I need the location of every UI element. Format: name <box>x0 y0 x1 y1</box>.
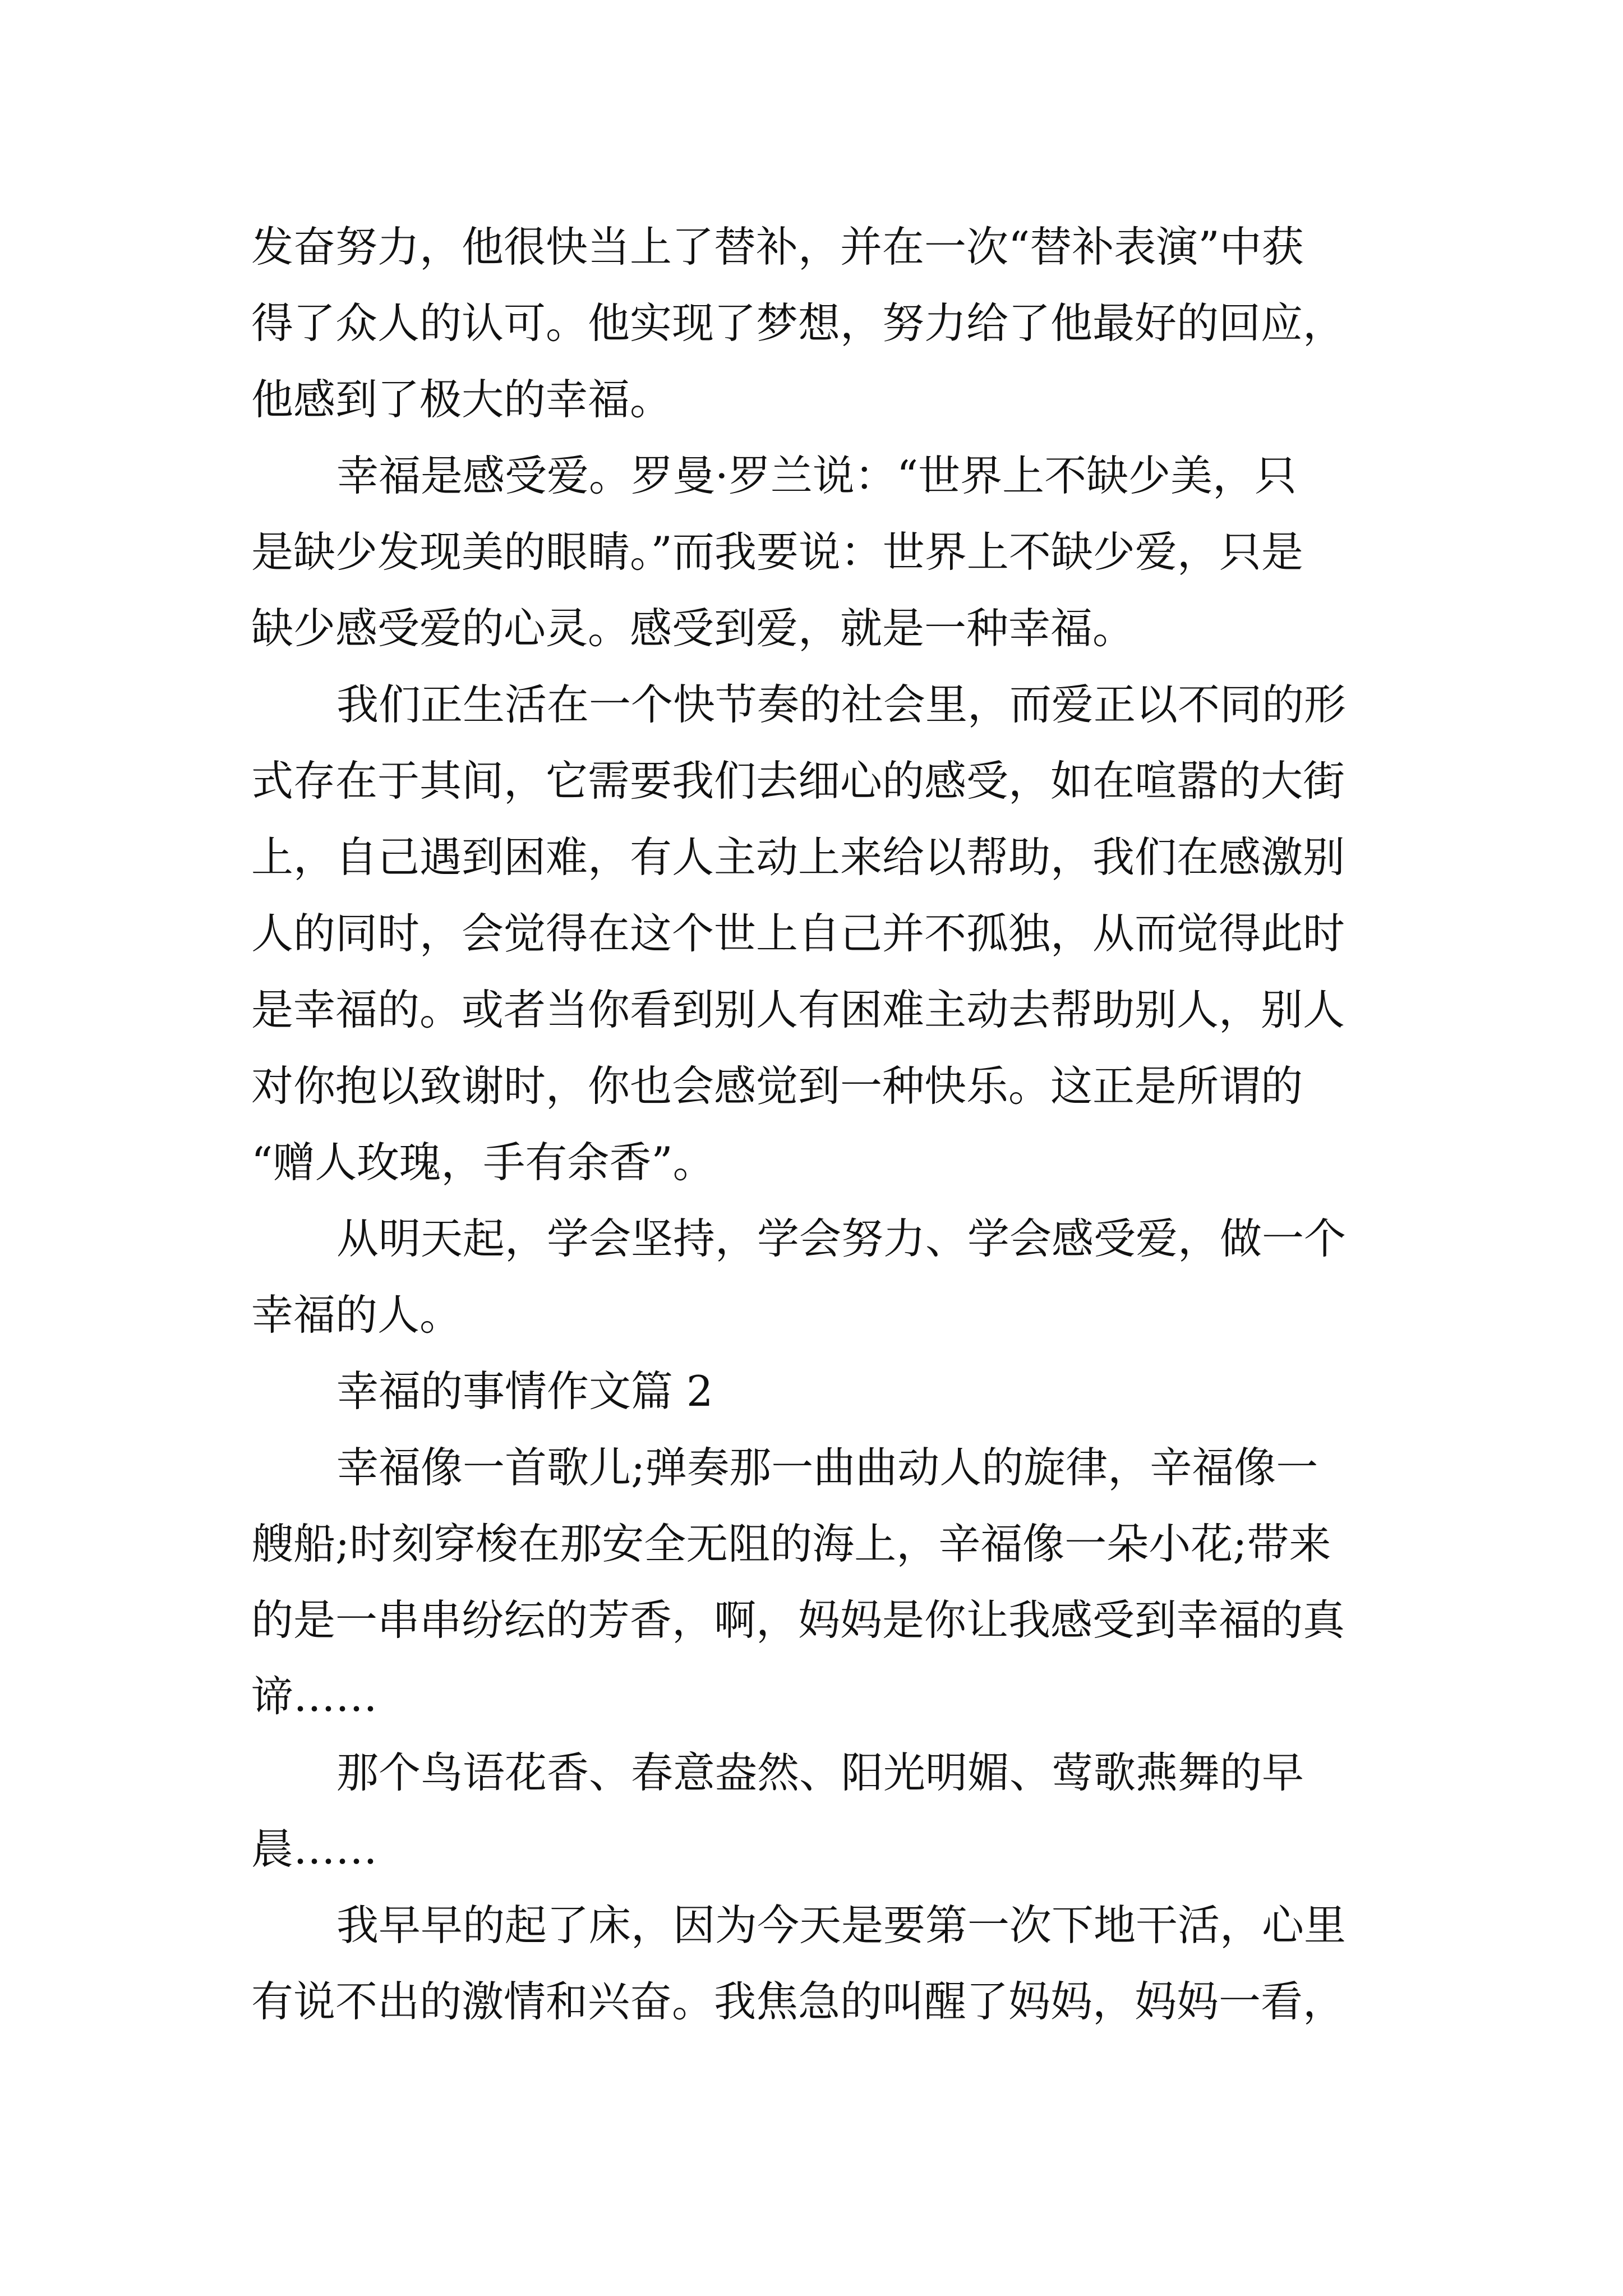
text-line: 我们正生活在一个快节奏的社会里，而爱正以不同的形 <box>336 680 1347 729</box>
paragraph <box>251 666 1378 1200</box>
paragraph <box>251 438 1378 666</box>
paragraph <box>251 1734 1378 1887</box>
text-line: 对你抱以致谢时，你也会感觉到一种快乐。这正是所谓的 <box>251 1061 1303 1111</box>
text-line: 人的同时，会觉得在这个世上自己并不孤独，从而觉得此时 <box>251 909 1345 958</box>
text-line: 幸福像一首歌儿;弹奏那一曲曲动人的旋律，辛福像一 <box>336 1443 1318 1492</box>
text-line: 我早早的起了床，因为今天是要第一次下地干活，心里 <box>336 1901 1347 1950</box>
text-line: 谛…… <box>251 1672 378 1721</box>
text-line: 的是一串串纷纭的芳香，啊，妈妈是你让我感受到幸福的真 <box>251 1595 1345 1645</box>
text-line: 从明天起，学会坚持，学会努力、学会感受爱，做一个 <box>336 1214 1347 1263</box>
text-line: 晨…… <box>251 1824 378 1874</box>
text-line: 是缺少发现美的眼睛。”而我要说：世界上不缺少爱，只是 <box>251 527 1303 577</box>
document-body <box>251 209 1378 2040</box>
paragraph <box>251 209 1378 438</box>
text-line: 得了众人的认可。他实现了梦想，努力给了他最好的回应， <box>251 298 1345 348</box>
text-line: “赠人玫瑰，手有余香”。 <box>251 1138 715 1187</box>
text-line: 幸福是感受爱。罗曼·罗兰说：“世界上不缺少美，只 <box>336 451 1297 500</box>
text-line: 缺少感受爱的心灵。感受到爱，就是一种幸福。 <box>251 604 1135 653</box>
text-line: 幸福的人。 <box>251 1290 462 1340</box>
text-line: 艘船;时刻穿梭在那安全无阻的海上，辛福像一朵小花;带来 <box>251 1519 1331 1568</box>
text-line: 上，自己遇到困难，有人主动上来给以帮助，我们在感激别 <box>251 832 1345 882</box>
text-line: 是幸福的。或者当你看到别人有困难主动去帮助别人，别人 <box>251 985 1345 1034</box>
text-line: 那个鸟语花香、春意盎然、阳光明媚、莺歌燕舞的早 <box>336 1748 1304 1797</box>
text-line: 他感到了极大的幸福。 <box>251 375 672 424</box>
text-line: 幸福的事情作文篇 2 <box>336 1366 713 1416</box>
paragraph <box>251 1429 1378 1734</box>
paragraph <box>251 1887 1378 2040</box>
text-line: 有说不出的激情和兴奋。我焦急的叫醒了妈妈，妈妈一看， <box>251 1977 1345 2026</box>
text-line: 发奋努力，他很快当上了替补，并在一次“替补表演”中获 <box>251 222 1304 272</box>
text-line: 式存在于其间，它需要我们去细心的感受，如在喧嚣的大街 <box>251 756 1345 806</box>
paragraph <box>251 1200 1378 1353</box>
paragraph <box>251 1353 1378 1429</box>
